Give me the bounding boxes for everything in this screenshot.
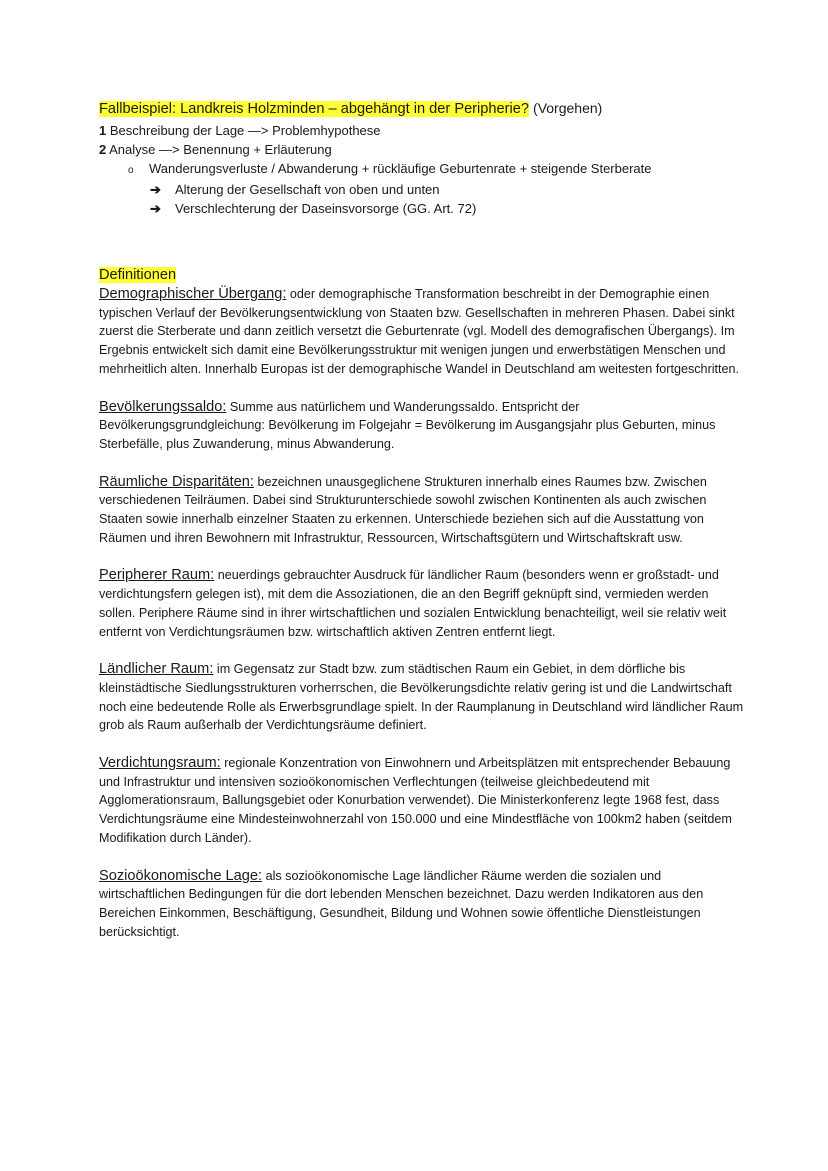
arrow-item-text: Verschlechterung der Daseinsvorsorge (GG. Art. 72) bbox=[175, 201, 477, 216]
step-text: Analyse —> Benennung + Erläuterung bbox=[109, 142, 332, 157]
definition-demographischer-uebergang bbox=[99, 285, 748, 379]
definition-text: im Gegensatz zur Stadt bzw. zum städtischen Raum ein Gebiet, in dem dörfliche bis kleinstädtische Siedlungsstrukturen vorherrschen, die Bevölkerungsdichte relativ gering ist und die Landwirtschaft noch eine bedeutende Rolle als Erwerbsgrundlage spielt. In der Raumplanung in Deutschland wird ländlicher Raum grob als Raum außerhalb der Verdichtungsräume definiert. bbox=[99, 662, 744, 733]
definition-peripherer-raum bbox=[99, 566, 748, 641]
definition-term: Verdichtungsraum: bbox=[99, 755, 221, 772]
definition-text: Summe aus natürlichem und Wanderungssaldo. Entspricht der Bevölkerungsgrundgleichung: Bevölkerung im Folgejahr = Bevölkerung im Ausgangsjahr plus Geburten, minus Sterbefälle, plus Zuwanderung, minus Abwanderung. bbox=[99, 399, 716, 451]
definition-text: regionale Konzentration von Einwohnern und Arbeitsplätzen mit entsprechender Bebauung und Infrastruktur und intensiven sozioökonomischen Verflechtungen (teilweise gleichbedeutend mit Agglomerationsraum, Ballungsgebiet oder Konurbation verwendet). Die Ministerkonferenz legte 1968 fest, dass Verdichtungsräume eine Mindesteinwohnerzahl von 150.000 und eine Mindestfläche von 100km2 haben (seitdem Modifikation durch Länder). bbox=[99, 756, 732, 845]
arrow-right-icon: ➔ bbox=[150, 182, 161, 197]
definition-text: bezeichnen unausgeglichene Strukturen innerhalb eines Raumes bzw. Zwischen verschiedenen Teilräumen. Dabei sind Strukturunterschiede sowohl zwischen Kontinenten als auch zwischen Staaten sowie innerhalb einzelner Staaten zu erkennen. Unterschiede beziehen sich auf die Ausstattung von Räumen und ihren Bewohnern mit Infrastruktur, Ressourcen, Wirtschaftsgütern und Wirtschaftskraft usw. bbox=[99, 474, 707, 545]
sub-bullet-text: Wanderungsverluste / Abwanderung + rückläufige Geburtenrate + steigende Sterberate bbox=[149, 161, 652, 176]
case-study-title: Fallbeispiel: Landkreis Holzminden – abgehängt in der Peripherie? bbox=[99, 101, 529, 117]
arrow-item-2 bbox=[150, 199, 748, 218]
definition-term: Bevölkerungssaldo: bbox=[99, 398, 227, 415]
definition-soziooekonomische-lage bbox=[99, 867, 748, 942]
arrow-item-1 bbox=[150, 180, 748, 199]
definition-term: Sozioökonomische Lage: bbox=[99, 867, 263, 884]
definition-term: Räumliche Disparitäten: bbox=[99, 473, 254, 490]
definition-term: Demographischer Übergang: bbox=[99, 286, 287, 302]
definition-raeumliche-disparitaeten bbox=[99, 473, 748, 548]
definition-laendlicher-raum bbox=[99, 660, 748, 735]
definition-text: als sozioökonomische Lage ländlicher Räume werden die sozialen und wirtschaftlichen Bedingungen für die dort lebenden Menschen bezeichnet. Dazu werden Indikatoren aus den Bereichen Einkommen, Beschäftigung, Gesundheit, Bildung und Wohnen sowie öffentliche Dienstleistungen berücksichtigt. bbox=[99, 868, 704, 939]
definition-term: Ländlicher Raum: bbox=[99, 661, 214, 678]
definition-verdichtungsraum bbox=[99, 754, 748, 848]
sub-bullet bbox=[128, 159, 748, 180]
case-study-title-suffix: (Vorgehen) bbox=[533, 100, 603, 116]
arrow-item-text: Alterung der Gesellschaft von oben und unten bbox=[175, 182, 440, 197]
step-number: 1 bbox=[99, 123, 107, 138]
definition-text: neuerdings gebrauchter Ausdruck für ländlicher Raum (besonders wenn er großstadt- und verdichtungsfern gelegen ist), mit dem die Assoziationen, die an den Begriff geknüpft sind, vermieden werden sollen. Periphere Räume sind in ihrer wirtschaftlichen und sozialen Entwicklung benachteiligt, weil sie relativ weit entfernt von Verdichtungsräumen bzw. wirtschaftlich aktiven Zentren entfernt liegt. bbox=[99, 568, 727, 639]
circle-bullet-icon: o bbox=[128, 165, 134, 176]
case-study-section bbox=[99, 98, 748, 218]
step-1 bbox=[99, 121, 748, 140]
definitions-heading: Definitionen bbox=[99, 267, 177, 283]
definition-bevoelkerungssaldo bbox=[99, 398, 748, 454]
case-study-title-line bbox=[99, 98, 748, 119]
definitions-list bbox=[99, 285, 748, 941]
definitions-heading-line bbox=[99, 265, 748, 285]
step-2 bbox=[99, 140, 748, 159]
definition-term: Peripherer Raum: bbox=[99, 567, 215, 584]
step-text: Beschreibung der Lage —> Problemhypothese bbox=[109, 123, 381, 138]
arrow-right-icon: ➔ bbox=[150, 201, 161, 216]
definition-text: oder demographische Transformation beschreibt in der Demographie einen typischen Verlauf der Bevölkerungsentwicklung von Staaten bzw. Gesellschaften in mehreren Phasen. Dabei sinkt zuerst die Sterberate und dann zeitlich versetzt die Geburtenrate (vgl. Modell des demografischen Übergangs). Im Ergebnis entwickelt sich damit eine Bevölkerungsstruktur mit wenigen jungen und erwerbstätigen Menschen und mehrheitlich alten. Innerhalb Europas ist der demographische Wandel in Deutschland am weitesten fortgeschritten. bbox=[99, 287, 740, 376]
step-number: 2 bbox=[99, 142, 107, 157]
